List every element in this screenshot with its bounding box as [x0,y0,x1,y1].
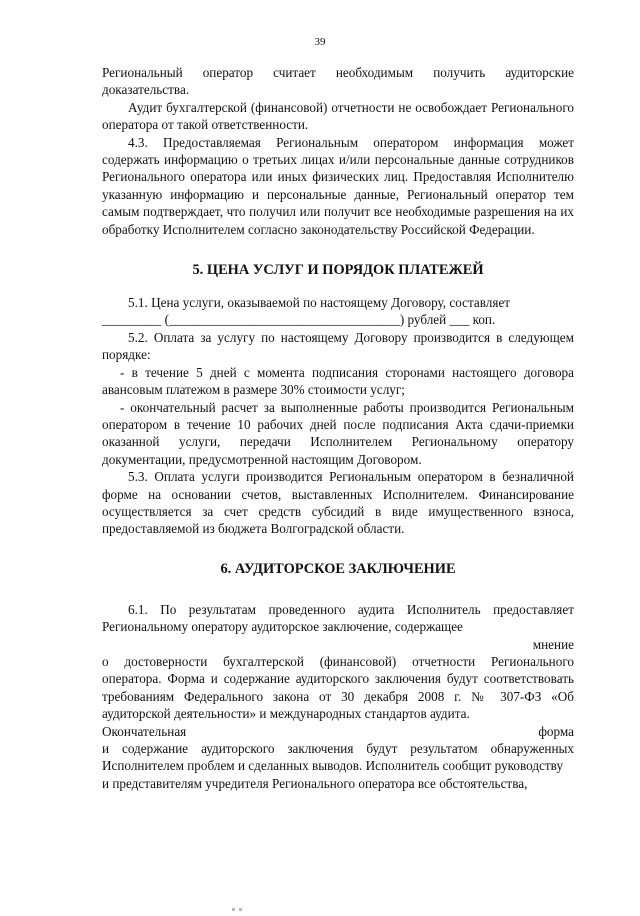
scan-speck [232,898,272,901]
paragraph-5-2-item-1: - в течение 5 дней с момента подписания сторонами настоящего договора авансовым платежом в размере 30% стоимости услуг; [102,364,574,398]
paragraph-5-1: 5.1. Цена услуги, оказываемой по настоящему Договору, составляет [128,295,511,311]
paragraph-4-3: 4.3. Предоставляемая Региональным оператором информация может содержать информацию о третьих лицах и/или персональные данные сотрудников Регионального оператора или иных физических лиц. Предоставляя Исполнителю указанную информацию и персональные данные, Региональный оператор тем самым подтверждает, что получил или получит все необходимые разрешения на их обработку Исполнителем согласно законодательству Российской Федерации. [102,134,574,237]
paragraph-5-1-price-blank: _________ (___________________________________) рублей ___ коп. [102,312,496,328]
paragraph-6-1-part-1 [102,601,574,636]
paragraph-6-1-part-3: и содержание аудиторского заключения будут результатом обнаруженных Исполнителем проблем и сделанных выводов. Исполнитель сообщит руководству [102,741,574,774]
paragraph-6-1-tail-mid: Окончательная [102,723,187,739]
paragraph-auditor-evidence: Региональный оператор считает необходимым получить аудиторские доказательства. [102,65,574,98]
paragraph-6-1-tail-end: форма [538,723,574,739]
section-5-heading: 5. ЦЕНА УСЛУГ И ПОРЯДОК ПЛАТЕЖЕЙ [192,262,484,279]
section-6-heading: 6. АУДИТОРСКОЕ ЗАКЛЮЧЕНИЕ [220,560,456,577]
page-number: 39 [314,36,326,48]
paragraph-5-3: 5.3. Оплата услуги производится Региональным оператором в безналичной форме на основании счетов, выставленных Исполнителем. Финансирование осуществляется за счет средств субсидий в виде имущественного взноса, предоставляемой из бюджета Волгоградской области. [102,469,574,537]
paragraph-6-1-part-1-tail: мнение [532,636,574,652]
paragraph-5-2-item-2: - окончательный расчет за выполненные работы производится Региональным оператором в течение 10 рабочих дней после подписания Акта сдачи-приемки оказанной услуги, передачи Исполнителем Региональному оператору документации, предусмотренной настоящим Договором. [102,399,574,467]
document-body [102,64,574,792]
paragraph-audit-responsibility: Аудит бухгалтерской (финансовой) отчетности не освобождает Регионального оператора от такой ответственности. [102,99,574,133]
paragraph-6-1-part-2-tail [102,723,574,740]
paragraph-6-1-part-2: о достоверности бухгалтерской (финансовой) отчетности Регионального оператора. Форма и содержание аудиторского заключения будут соответствовать требованиям Федерального закона от 30 декабря 2008 г. № 307-ФЗ «Об аудиторской деятельности» и международных стандартов аудита. [102,653,574,722]
paragraph-6-1-part-1-text: 6.1. По результатам проведенного аудита Исполнитель предоставляет Региональному оператору аудиторское заключение, содержащее [102,601,574,635]
paragraph-5-2: 5.2. Оплата за услугу по настоящему Договору производится в следующем порядке: [102,329,574,363]
paragraph-6-1-part-4: и представителям учредителя Регионального оператора все обстоятельства, [102,775,528,791]
